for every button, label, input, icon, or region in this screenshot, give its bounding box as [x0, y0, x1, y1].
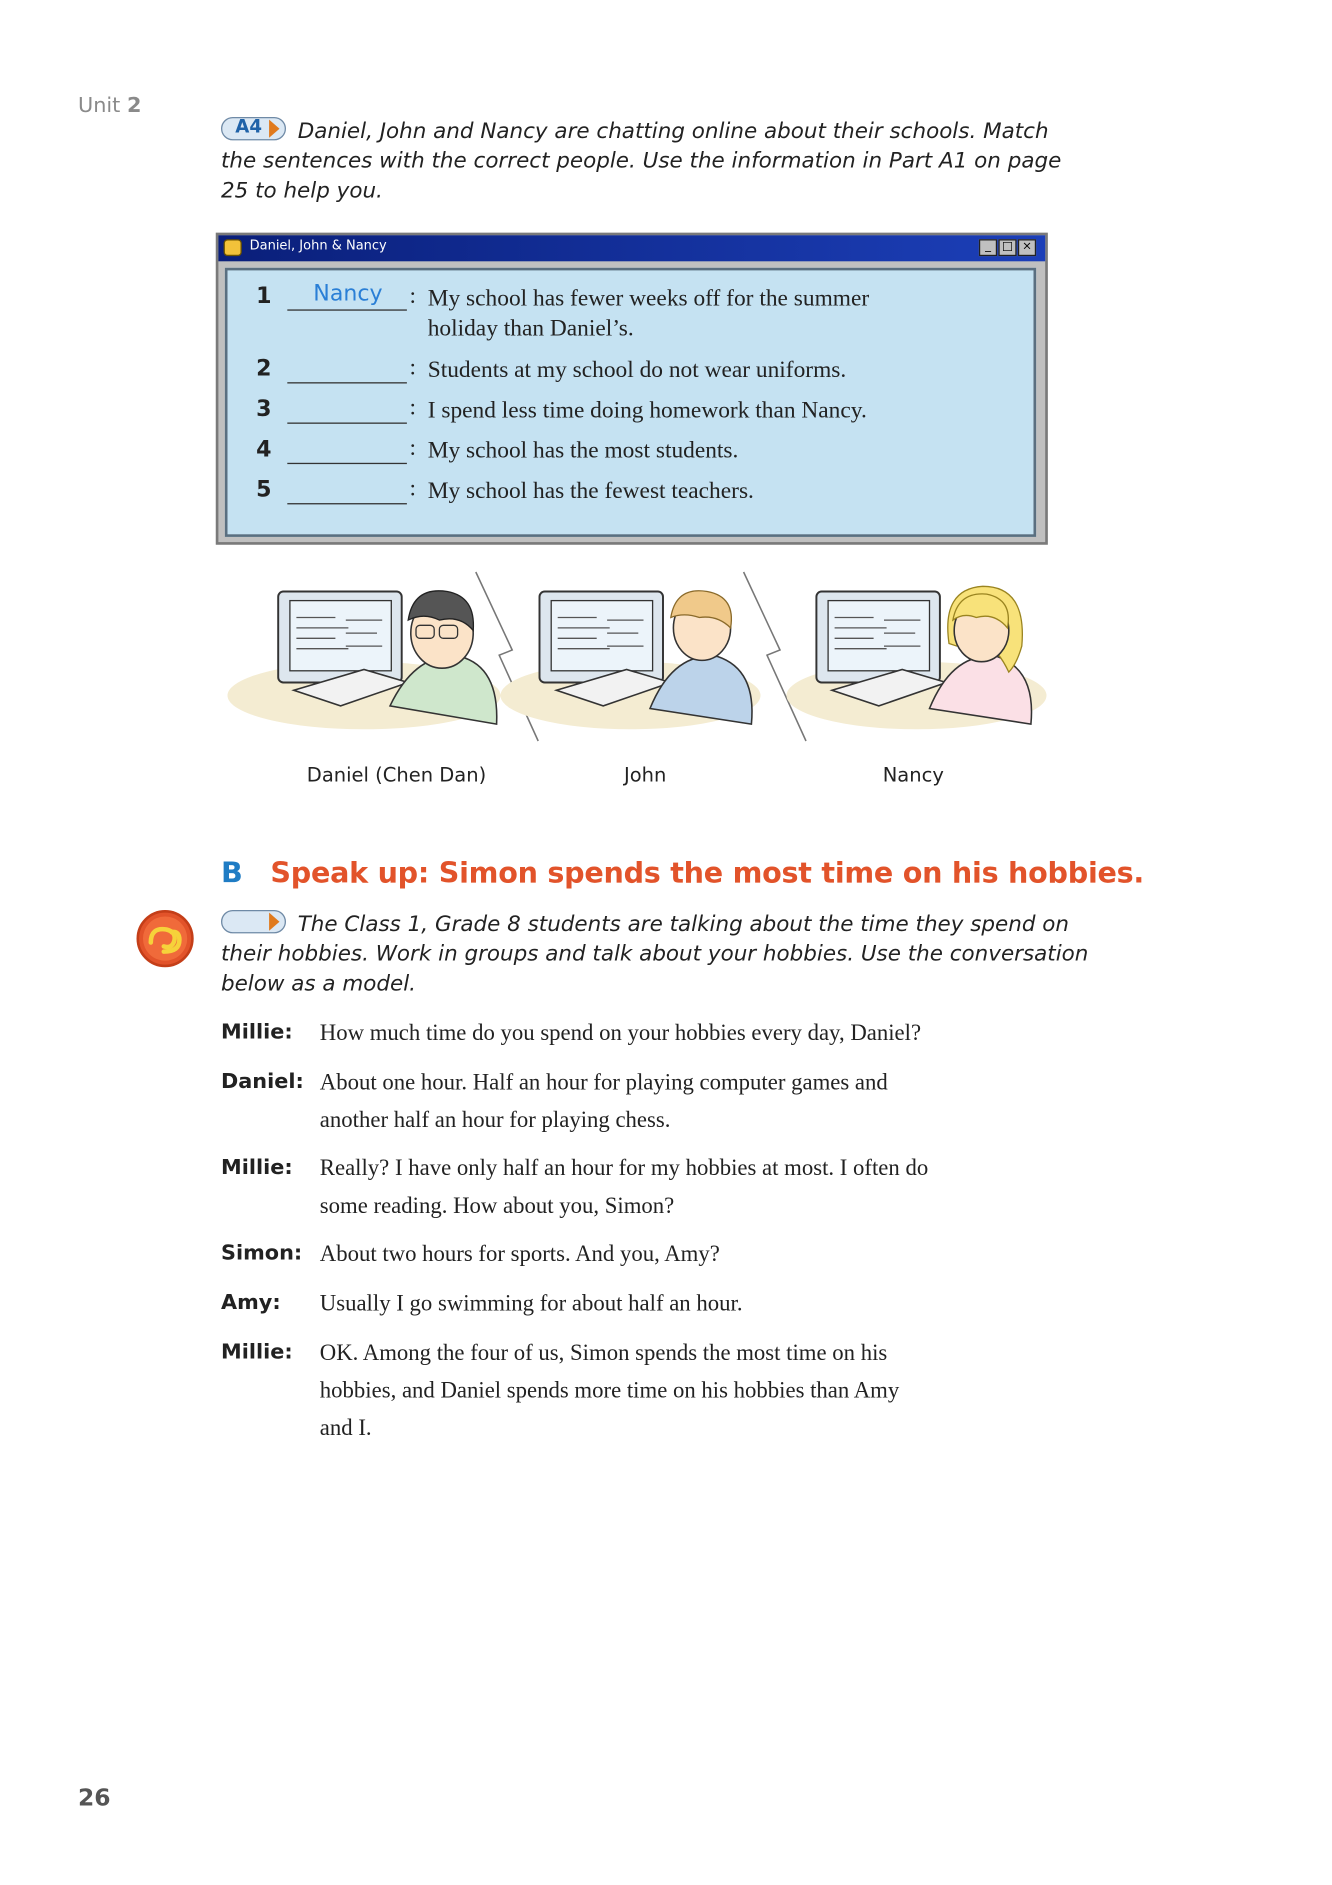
item-number: 3	[256, 396, 272, 423]
item-colon: :	[409, 282, 417, 309]
a4-badge	[221, 117, 286, 140]
speaker-name: Millie:	[220, 1019, 293, 1044]
nancy-figure	[787, 586, 1047, 729]
item-colon: :	[409, 434, 417, 461]
item-text: My school has fewer weeks off for the summer	[427, 284, 870, 311]
minimize-icon[interactable]: _	[979, 239, 997, 256]
a4-badge-label: A4	[235, 116, 263, 138]
chat-body	[225, 268, 1036, 537]
item-colon: :	[409, 393, 417, 420]
b-instruction-line-1: The Class 1, Grade 8 students are talking about the time they spend on	[297, 911, 1069, 936]
item-text: Students at my school do not wear uniforms.	[427, 356, 847, 383]
item-number: 4	[256, 436, 272, 463]
dialogue-line: some reading. How about you, Simon?	[319, 1192, 675, 1219]
chat-window	[216, 233, 1048, 545]
dialogue-line: How much time do you spend on your hobbies every day, Daniel?	[319, 1019, 922, 1046]
caption-nancy: Nancy	[882, 763, 944, 787]
answer-blank[interactable]	[287, 309, 407, 310]
item-text: My school has the fewest teachers.	[427, 477, 754, 504]
dialogue-line: OK. Among the four of us, Simon spends the most time on his	[319, 1339, 888, 1365]
speaker-name: Millie:	[220, 1154, 293, 1180]
daniel-figure	[227, 591, 500, 729]
close-icon[interactable]: ×	[1018, 239, 1036, 256]
dialogue-line: About two hours for sports. And you, Amy?	[319, 1240, 720, 1267]
students-at-computers-illustration	[221, 566, 1053, 755]
play-icon	[269, 913, 279, 931]
item-text: My school has the most students.	[427, 436, 739, 463]
item-number: 5	[256, 477, 272, 504]
dialogue-line: Really? I have only half an hour for my hobbies at most. I often do	[319, 1154, 929, 1181]
item-number: 2	[256, 356, 272, 383]
unit-word: Unit	[78, 92, 121, 117]
a4-instruction-line-1: Daniel, John and Nancy are chatting online about their schools. Match	[297, 118, 1049, 143]
chat-app-icon	[224, 239, 242, 256]
dialogue-line: About one hour. Half an hour for playing computer games and	[319, 1068, 888, 1095]
caption-daniel: Daniel (Chen Dan)	[306, 763, 487, 787]
answer-blank[interactable]	[287, 422, 407, 423]
audio-badge	[221, 910, 286, 933]
b-instruction-line-3: below as a model.	[220, 971, 416, 996]
speaker-name: Daniel:	[220, 1068, 304, 1094]
answer-blank[interactable]	[287, 463, 407, 464]
item-number: 1	[256, 283, 272, 310]
item-text: holiday than Daniel’s.	[427, 314, 634, 341]
dialogue-line: another half an hour for playing chess.	[319, 1106, 671, 1133]
play-icon	[269, 120, 279, 138]
answer-text: Nancy	[313, 280, 383, 307]
item-text: I spend less time doing homework than Nancy.	[427, 396, 867, 423]
b-instruction-line-2: their hobbies. Work in groups and talk about your hobbies. Use the conversation	[220, 941, 1089, 966]
dialogue-line: and I.	[319, 1414, 372, 1441]
chat-titlebar	[218, 235, 1045, 261]
section-title: Speak up: Simon spends the most time on his hobbies.	[270, 857, 1144, 891]
speaker-name: Simon:	[220, 1240, 303, 1265]
unit-label	[78, 92, 141, 117]
a4-instruction-line-2: the sentences with the correct people. Use the information in Part A1 on page	[220, 148, 1062, 173]
item-colon: :	[409, 353, 417, 380]
section-letter: B	[220, 857, 243, 891]
a4-instruction-line-3: 25 to help you.	[220, 178, 383, 203]
answer-blank[interactable]	[287, 382, 407, 383]
page-number: 26	[78, 1784, 111, 1813]
john-figure	[500, 591, 760, 730]
caption-john: John	[624, 763, 667, 787]
answer-blank[interactable]	[287, 503, 407, 504]
chat-title: Daniel, John & Nancy	[249, 239, 387, 254]
maximize-icon[interactable]: □	[998, 239, 1016, 256]
item-colon: :	[409, 474, 417, 501]
speaker-name: Amy:	[220, 1289, 281, 1315]
speaker-name: Millie:	[220, 1339, 293, 1364]
unit-number: 2	[126, 92, 142, 117]
dialogue-line: Usually I go swimming for about half an hour.	[319, 1289, 743, 1316]
group-talk-icon	[135, 909, 195, 969]
dialogue-line: hobbies, and Daniel spends more time on his hobbies than Amy	[319, 1376, 900, 1403]
